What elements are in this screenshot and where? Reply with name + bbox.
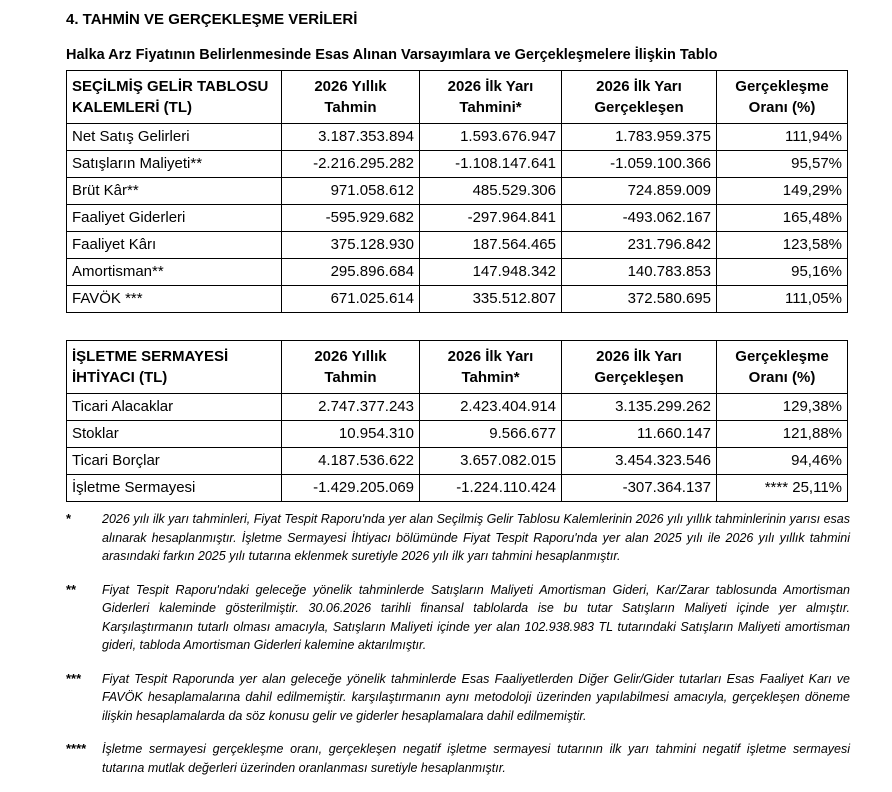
h1-actual-cell: -493.062.167 bbox=[562, 205, 717, 232]
footnote-marker: **** bbox=[66, 741, 87, 756]
working-capital-table bbox=[66, 340, 848, 502]
footnote bbox=[66, 740, 850, 777]
table-row bbox=[67, 421, 848, 448]
row-label: Amortisman** bbox=[67, 259, 282, 286]
h1-forecast-cell: -297.964.841 bbox=[420, 205, 562, 232]
table-row bbox=[67, 232, 848, 259]
h1-actual-cell: -307.364.137 bbox=[562, 475, 717, 502]
annual-forecast-cell: 2.747.377.243 bbox=[282, 394, 420, 421]
h1-forecast-cell: 147.948.342 bbox=[420, 259, 562, 286]
table-header-row bbox=[67, 341, 848, 394]
table-row bbox=[67, 475, 848, 502]
h1-actual-cell: 372.580.695 bbox=[562, 286, 717, 313]
h1-forecast-cell: 9.566.677 bbox=[420, 421, 562, 448]
h1-forecast-cell: 2.423.404.914 bbox=[420, 394, 562, 421]
table-row bbox=[67, 259, 848, 286]
header-working-capital: İŞLETME SERMAYESİ İHTİYACI (TL) bbox=[67, 341, 282, 394]
h1-actual-cell: 724.859.009 bbox=[562, 178, 717, 205]
table-row bbox=[67, 448, 848, 475]
annual-forecast-cell: 295.896.684 bbox=[282, 259, 420, 286]
ratio-cell: **** 25,11% bbox=[717, 475, 848, 502]
annual-forecast-cell: 375.128.930 bbox=[282, 232, 420, 259]
annual-forecast-cell: 671.025.614 bbox=[282, 286, 420, 313]
h1-forecast-cell: 485.529.306 bbox=[420, 178, 562, 205]
table-caption: Halka Arz Fiyatının Belirlenmesinde Esas Alınan Varsayımlara ve Gerçekleşmelere İlişkin Tablo bbox=[66, 47, 718, 63]
ratio-cell: 111,05% bbox=[717, 286, 848, 313]
h1-actual-cell: -1.059.100.366 bbox=[562, 151, 717, 178]
table-row bbox=[67, 205, 848, 232]
row-label: Faaliyet Giderleri bbox=[67, 205, 282, 232]
ratio-cell: 129,38% bbox=[717, 394, 848, 421]
row-label: FAVÖK *** bbox=[67, 286, 282, 313]
table-header-row bbox=[67, 71, 848, 124]
annual-forecast-cell: 4.187.536.622 bbox=[282, 448, 420, 475]
ratio-cell: 121,88% bbox=[717, 421, 848, 448]
h1-actual-cell: 3.135.299.262 bbox=[562, 394, 717, 421]
section-title: 4. TAHMİN VE GERÇEKLEŞME VERİLERİ bbox=[66, 11, 358, 28]
footnote-text: 2026 yılı ilk yarı tahminleri, Fiyat Tespit Raporu'nda yer alan Seçilmiş Gelir Tablosu Kalemlerinin 2026 yılı yıllık tahminlerinin yarısı esas alınarak hesaplanmıştır. İşletme Sermayesi İhtiyacı bölümünde Fiyat Tespit Raporu'nda yer alan 2025 yılı ile 2026 yılı yıllık tahmini arasındaki farkın 2025 yılı tutarına eklenmek suretiyle 2026 yılı ilk yarı tahmini hesaplanmıştır. bbox=[102, 512, 850, 563]
annual-forecast-cell: 3.187.353.894 bbox=[282, 124, 420, 151]
header-annual-forecast: 2026 Yıllık Tahmin bbox=[282, 71, 420, 124]
h1-actual-cell: 11.660.147 bbox=[562, 421, 717, 448]
footnote bbox=[66, 670, 850, 726]
h1-forecast-cell: 187.564.465 bbox=[420, 232, 562, 259]
ratio-cell: 149,29% bbox=[717, 178, 848, 205]
footnote bbox=[66, 510, 850, 566]
header-annual-forecast: 2026 Yıllık Tahmin bbox=[282, 341, 420, 394]
table-row bbox=[67, 151, 848, 178]
row-label: Faaliyet Kârı bbox=[67, 232, 282, 259]
ratio-cell: 95,16% bbox=[717, 259, 848, 286]
h1-forecast-cell: -1.224.110.424 bbox=[420, 475, 562, 502]
ratio-cell: 94,46% bbox=[717, 448, 848, 475]
header-h1-forecast: 2026 İlk Yarı Tahmin* bbox=[420, 341, 562, 394]
row-label: Stoklar bbox=[67, 421, 282, 448]
row-label: Ticari Alacaklar bbox=[67, 394, 282, 421]
table-row bbox=[67, 178, 848, 205]
row-label: Satışların Maliyeti** bbox=[67, 151, 282, 178]
footnote bbox=[66, 581, 850, 655]
h1-actual-cell: 3.454.323.546 bbox=[562, 448, 717, 475]
annual-forecast-cell: -2.216.295.282 bbox=[282, 151, 420, 178]
ratio-cell: 95,57% bbox=[717, 151, 848, 178]
row-label: Ticari Borçlar bbox=[67, 448, 282, 475]
annual-forecast-cell: -1.429.205.069 bbox=[282, 475, 420, 502]
footnote-marker: *** bbox=[66, 670, 82, 686]
h1-forecast-cell: 3.657.082.015 bbox=[420, 448, 562, 475]
footnotes bbox=[66, 510, 850, 792]
h1-actual-cell: 140.783.853 bbox=[562, 259, 717, 286]
header-realization-ratio: Gerçekleşme Oranı (%) bbox=[717, 341, 848, 394]
ratio-cell: 111,94% bbox=[717, 124, 848, 151]
footnote-text: Fiyat Tespit Raporunda yer alan geleceğe yönelik tahminlerde Esas Faaliyetlerden Diğer Gelir/Gider tutarları Esas Faaliyet Karı ve FAVÖK hesaplamalarına dahil edilmemiştir. karşılaştırmanın aynı metodoloji üzerinden yapılabilmesi amacıyla, gerçekleşen döneme ilişkin hesaplamalarda da söz konusu gelir ve giderler hesaplamalara dahil edilmemiştir. bbox=[102, 671, 850, 723]
ratio-cell: 165,48% bbox=[717, 205, 848, 232]
h1-actual-cell: 231.796.842 bbox=[562, 232, 717, 259]
footnote-text: Fiyat Tespit Raporu'ndaki geleceğe yönelik tahminlerde Satışların Maliyeti Amortisman Gideri, Kar/Zarar tablosunda Amortisman Giderleri kaleminde gösterilmiştir. 30.06.2026 tarihli finansal tablolarda ise bu tutar Satışların Maliyeti içinde yer almıştır. Karşılaştırmanın tutarlı olması amacıyla, Satışların Maliyeti içinde yer alan 102.938.983 TL tutarındaki Satışların Maliyeti amortisman gideri, tabloda Amortisman Giderleri kalemine aktarılmıştır. bbox=[102, 582, 850, 652]
row-label: Net Satış Gelirleri bbox=[67, 124, 282, 151]
table-row bbox=[67, 394, 848, 421]
annual-forecast-cell: 10.954.310 bbox=[282, 421, 420, 448]
table-row bbox=[67, 124, 848, 151]
header-income-items: SEÇİLMİŞ GELİR TABLOSU KALEMLERİ (TL) bbox=[67, 71, 282, 124]
footnote-marker: ** bbox=[66, 581, 77, 597]
row-label: İşletme Sermayesi bbox=[67, 475, 282, 502]
annual-forecast-cell: 971.058.612 bbox=[282, 178, 420, 205]
footnote-marker: * bbox=[66, 511, 72, 526]
footnote-text: İşletme sermayesi gerçekleşme oranı, gerçekleşen negatif işletme sermayesi tutarının ilk yarı tahmini negatif işletme sermayesi tutarına mutlak değerleri üzerinden oranlanması suretiyle hesaplanmıştır. bbox=[102, 742, 850, 775]
h1-forecast-cell: 1.593.676.947 bbox=[420, 124, 562, 151]
header-h1-actual: 2026 İlk Yarı Gerçekleşen bbox=[562, 71, 717, 124]
ratio-cell: 123,58% bbox=[717, 232, 848, 259]
table-row bbox=[67, 286, 848, 313]
h1-forecast-cell: 335.512.807 bbox=[420, 286, 562, 313]
income-statement-table bbox=[66, 70, 848, 313]
header-realization-ratio: Gerçekleşme Oranı (%) bbox=[717, 71, 848, 124]
header-h1-forecast: 2026 İlk Yarı Tahmini* bbox=[420, 71, 562, 124]
h1-forecast-cell: -1.108.147.641 bbox=[420, 151, 562, 178]
h1-actual-cell: 1.783.959.375 bbox=[562, 124, 717, 151]
annual-forecast-cell: -595.929.682 bbox=[282, 205, 420, 232]
header-h1-actual: 2026 İlk Yarı Gerçekleşen bbox=[562, 341, 717, 394]
row-label: Brüt Kâr** bbox=[67, 178, 282, 205]
